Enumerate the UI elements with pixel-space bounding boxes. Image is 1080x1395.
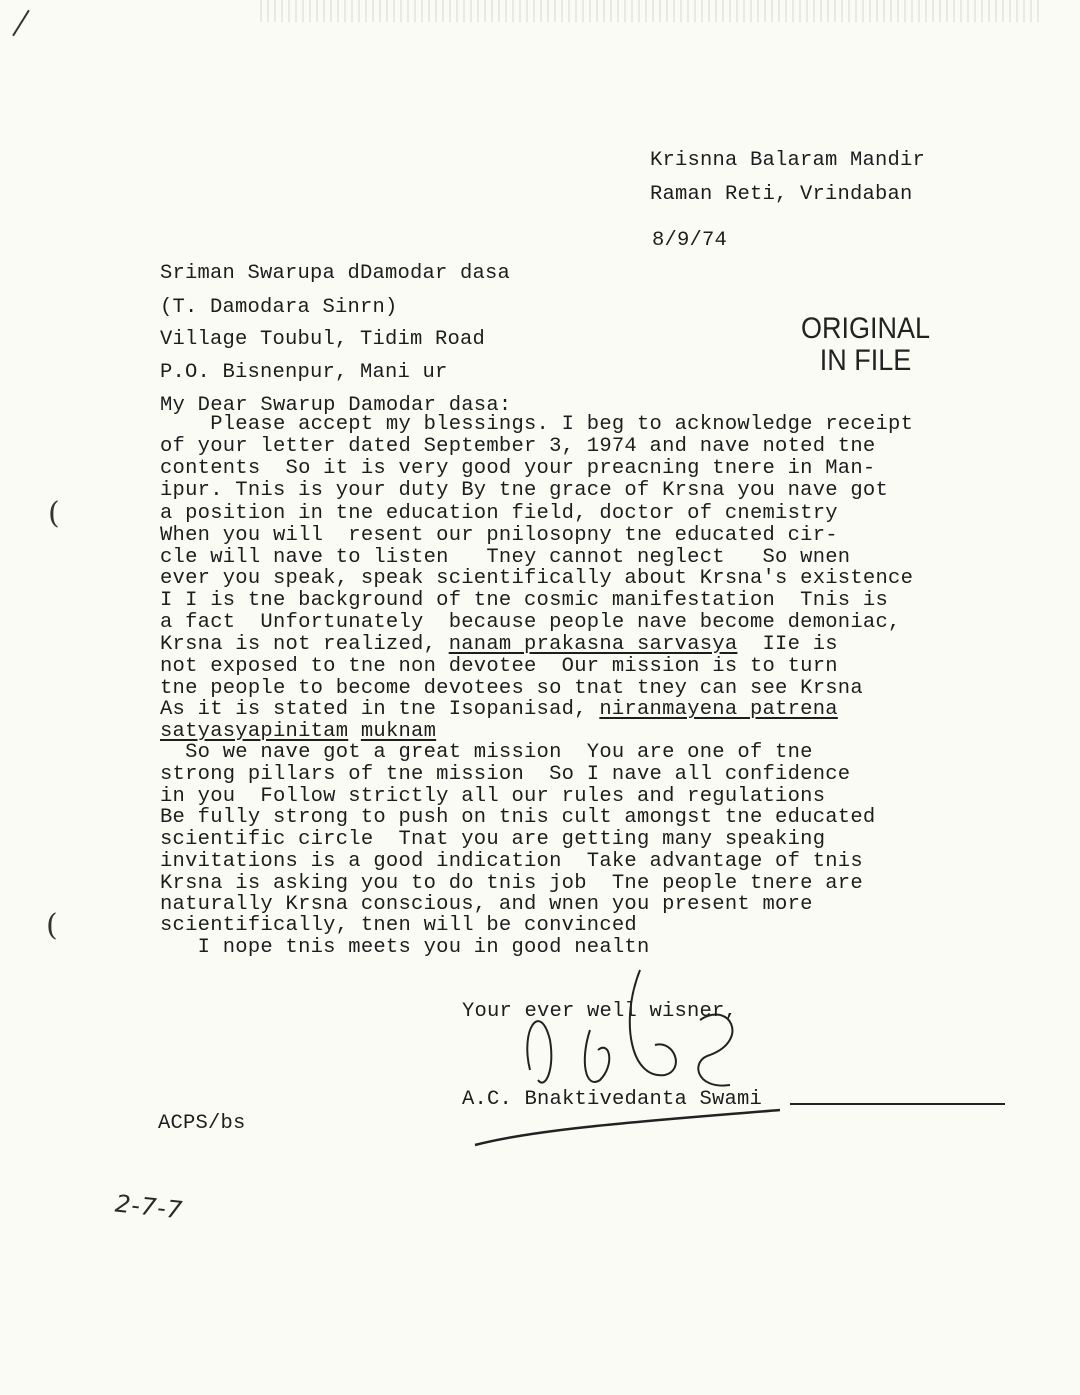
signature-rule <box>790 1103 1005 1105</box>
body-line: tne people to become devotees so tnat tney can see Krsna <box>160 677 863 700</box>
scan-noise <box>260 0 1040 22</box>
reference-initials: ACPS/bs <box>158 1112 246 1135</box>
salutation: My Dear Swarup Damodar dasa: <box>160 394 512 417</box>
body-text: Krsna is not realized, <box>160 633 449 656</box>
margin-bracket: ( <box>46 908 58 943</box>
body-line: a fact Unfortunately because people nave become demoniac, <box>160 611 901 634</box>
sanskrit-quote: muknam <box>360 720 437 743</box>
stamp-line2: IN FILE <box>819 344 912 377</box>
recipient-name: Sriman Swarupa dDamodar dasa <box>160 262 511 285</box>
corner-pen-mark <box>12 10 30 37</box>
body-line <box>160 633 838 656</box>
body-line: contents So it is very good your preacning tnere in Man- <box>160 457 876 480</box>
recipient-alt-name: (T. Damodara Sinrn) <box>160 296 398 319</box>
sanskrit-quote: nanam prakasna sarvasya <box>448 633 738 656</box>
handwritten-signature <box>460 960 800 1160</box>
sanskrit-quote: satyasyapinitam <box>160 720 349 743</box>
body-line: I I is tne background of tne cosmic manifestation Tnis is <box>160 589 889 612</box>
signatory-name: A.C. Bnaktivedanta Swami <box>462 1088 763 1111</box>
body-line: not exposed to tne non devotee Our mission is to turn <box>160 655 838 678</box>
body-line: naturally Krsna conscious, and wnen you present more <box>160 893 813 916</box>
body-line: When you will resent our pnilosopny tne educated cir- <box>160 524 838 547</box>
body-line: So we nave got a great mission You are one of tne <box>160 741 813 764</box>
body-line: I nope tnis meets you in good nealtn <box>160 936 650 959</box>
body-line: a position in tne education field, doctor of cnemistry <box>160 502 838 525</box>
stamp-line1: ORIGINAL <box>800 312 931 345</box>
body-line: Please accept my blessings. I beg to acknowledge receipt <box>160 413 914 436</box>
margin-bracket: ( <box>48 496 60 531</box>
body-line: strong pillars of tne mission So I nave all confidence <box>160 763 851 786</box>
body-line: Be fully strong to push on tnis cult amongst tne educated <box>160 806 876 829</box>
body-line <box>160 698 838 721</box>
handwritten-mark: 2-7-7 <box>113 1189 185 1225</box>
recipient-post: P.O. Bisnenpur, Mani ur <box>160 361 448 384</box>
letter-date: 8/9/74 <box>652 229 728 252</box>
body-line: scientific circle Tnat you are getting many speaking <box>160 828 826 851</box>
body-line: invitations is a good indication Take advantage of tnis <box>160 850 863 873</box>
body-line: in you Follow strictly all our rules and regulations <box>160 785 826 808</box>
body-text: IIe is <box>737 633 838 656</box>
body-line: ipur. Tnis is your duty By tne grace of Krsna you nave got <box>160 479 889 502</box>
sanskrit-quote: niranmayena patrena <box>599 698 838 721</box>
body-line: scientifically, tnen will be convinced <box>160 914 637 937</box>
original-in-file-stamp <box>798 313 933 377</box>
body-line: of your letter dated September 3, 1974 and nave noted tne <box>160 435 876 458</box>
sender-address-line2: Raman Reti, Vrindaban <box>650 183 913 206</box>
body-line: Krsna is asking you to do tnis job Tne people tnere are <box>160 872 863 895</box>
body-line: ever you speak, speak scientifically about Krsna's existence <box>160 567 914 590</box>
closing: Your ever well wisner, <box>462 1000 738 1023</box>
recipient-village: Village Toubul, Tidim Road <box>160 328 486 351</box>
body-text: As it is stated in tne Isopanisad, <box>160 698 600 721</box>
sender-address-line1: Krisnna Balaram Mandir <box>650 149 926 172</box>
body-line <box>160 720 436 743</box>
body-line: cle will nave to listen Tney cannot neglect So wnen <box>160 546 851 569</box>
